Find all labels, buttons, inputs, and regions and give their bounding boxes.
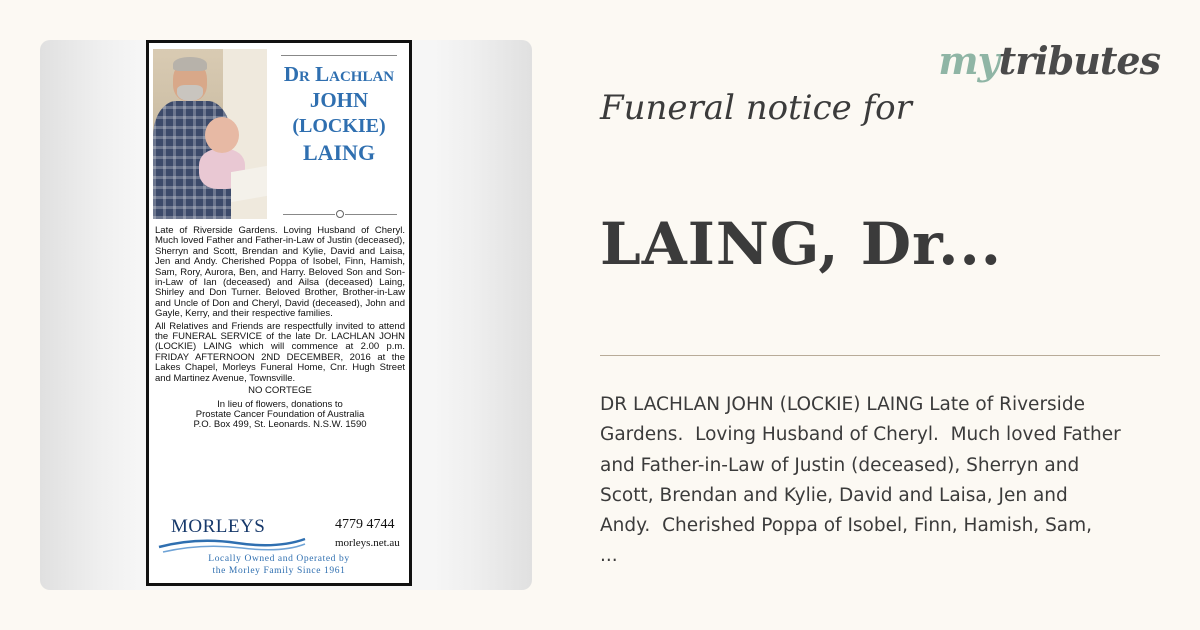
notice-body [155,226,405,431]
section-divider [600,355,1160,356]
deceased-name-title: LAING, Dr... [600,210,1002,278]
notice-paragraph: All Relatives and Friends are respectfully invited to attend the FUNERAL SERVICE of the late Dr. LACHLAN JOHN (LOCKIE) LAING which will commence at 2.00 p.m. FRIDAY AFTERNOON 2ND DECEMBER, 2016 at the Lakes Chapel, Morleys Funeral Home, Cnr. Hugh Street and Martinez Avenue, Townsville. [155,320,405,384]
notice-name-heading [269,61,409,166]
funeral-notice-image [146,40,412,586]
notice-type-label: Funeral notice for [600,88,912,128]
funeral-home-website: morleys.net.au [335,537,400,549]
notice-name-line: Dr Lachlan [283,62,395,86]
tagline-line: the Morley Family Since 1961 [212,566,346,576]
mytributes-logo[interactable]: mytributes [938,38,1160,83]
no-cortege-text: NO CORTEGE [248,385,312,397]
funeral-home-tagline [149,553,409,577]
notice-paragraph: Late of Riverside Gardens. Loving Husband of Cheryl. Much loved Father and Father-in-Law of Justin (deceased), Sherryn and Scott, Brendan and Kylie, David and Laisa, Jen and Andy. Cherished Poppa of Isobel, Finn, Hamish, Sam, Rory, Aurora, Ben, and Harry. Beloved Son and Son-in-Law of Ian (deceased) and Ailsa (deceased) Laing, Shirley and Don Turner. Beloved Brother, Brother-in-Law and Uncle of Don and Cheryl, David (deceased), John and Gayle, Kerry, and their respective families. [155,225,405,320]
deceased-photo [153,49,267,219]
notice-name-line: LAING [302,139,376,165]
funeral-home-phone: 4779 4744 [335,517,395,532]
donation-line: Prostate Cancer Foundation of Australia [195,408,365,420]
donation-line: In lieu of flowers, donations to [217,398,343,410]
notice-ornament-rule [345,214,397,215]
notice-ornament-dot [336,210,344,218]
donation-line: P.O. Box 499, St. Leonards. N.S.W. 1590 [193,419,367,431]
notice-ornament-rule [283,214,335,215]
notice-summary: DR LACHLAN JOHN (LOCKIE) LAING Late of Riverside Gardens. Loving Husband of Cheryl. Much loved Father and Father-in-Law of Justin (deceased), Sherryn and Scott, Brendan and Kylie, David and Laisa, Jen and Andy. Cherished Poppa of Isobel, Finn, Hamish, Sam, ... [600,394,1121,567]
notice-name-line: JOHN [309,88,369,113]
notice-name-line: (LOCKIE) [292,114,386,137]
notice-top-rule [281,55,397,56]
funeral-home-logo: MORLEYS [171,516,266,537]
tagline-line: Locally Owned and Operated by [208,554,350,564]
